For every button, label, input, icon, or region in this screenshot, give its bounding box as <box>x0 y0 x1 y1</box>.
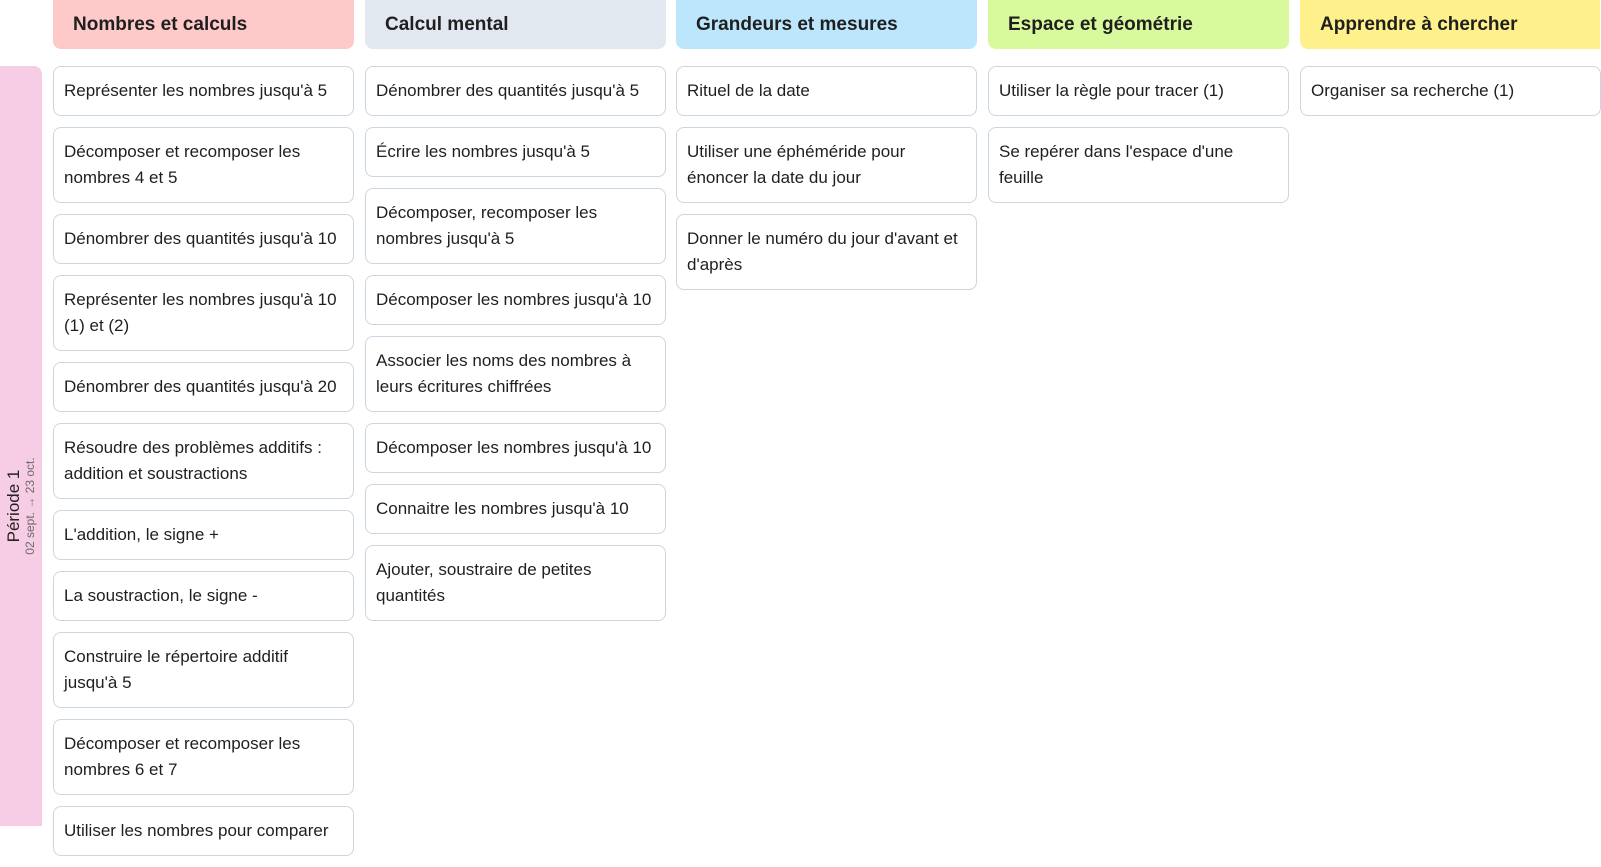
column-calcul-mental <box>365 66 666 632</box>
lesson-card[interactable]: Construire le répertoire additif jusqu'à 5 <box>53 632 354 708</box>
lesson-card[interactable]: Donner le numéro du jour d'avant et d'après <box>676 214 977 290</box>
lesson-card[interactable]: Connaitre les nombres jusqu'à 10 <box>365 484 666 534</box>
lesson-card[interactable]: Utiliser les nombres pour comparer <box>53 806 354 856</box>
lesson-card[interactable]: Résoudre des problèmes additifs : addition et soustractions <box>53 423 354 499</box>
lesson-card[interactable]: Représenter les nombres jusqu'à 10 (1) et (2) <box>53 275 354 351</box>
lesson-card[interactable]: Se repérer dans l'espace d'une feuille <box>988 127 1289 203</box>
lesson-card[interactable]: Dénombrer des quantités jusqu'à 5 <box>365 66 666 116</box>
lesson-card[interactable]: Ajouter, soustraire de petites quantités <box>365 545 666 621</box>
lesson-card[interactable]: Décomposer et recomposer les nombres 6 et 7 <box>53 719 354 795</box>
column-header-nombres-et-calculs[interactable]: Nombres et calculs <box>53 0 354 49</box>
column-header-apprendre-a-chercher[interactable]: Apprendre à chercher <box>1300 0 1600 49</box>
period-band[interactable] <box>0 66 42 826</box>
column-espace-et-geometrie <box>988 66 1289 214</box>
lesson-card[interactable]: Dénombrer des quantités jusqu'à 20 <box>53 362 354 412</box>
lesson-card[interactable]: Écrire les nombres jusqu'à 5 <box>365 127 666 177</box>
period-dates: 02 sept. → 23 oct. <box>22 457 37 555</box>
lesson-card[interactable]: Utiliser une éphéméride pour énoncer la date du jour <box>676 127 977 203</box>
period-name: Période 1 <box>4 469 24 543</box>
column-grandeurs-et-mesures <box>676 66 977 301</box>
lesson-card[interactable]: Décomposer les nombres jusqu'à 10 <box>365 423 666 473</box>
lesson-card[interactable]: L'addition, le signe + <box>53 510 354 560</box>
lesson-card[interactable]: La soustraction, le signe - <box>53 571 354 621</box>
column-headers <box>0 0 1600 50</box>
column-header-grandeurs-et-mesures[interactable]: Grandeurs et mesures <box>676 0 977 49</box>
lesson-card[interactable]: Décomposer, recomposer les nombres jusqu'à 5 <box>365 188 666 264</box>
column-header-espace-et-geometrie[interactable]: Espace et géométrie <box>988 0 1289 49</box>
lesson-card[interactable]: Organiser sa recherche (1) <box>1300 66 1601 116</box>
lesson-card[interactable]: Décomposer les nombres jusqu'à 10 <box>365 275 666 325</box>
lesson-card[interactable]: Décomposer et recomposer les nombres 4 et 5 <box>53 127 354 203</box>
period-label <box>5 457 37 554</box>
lesson-card[interactable]: Utiliser la règle pour tracer (1) <box>988 66 1289 116</box>
lesson-card[interactable]: Associer les noms des nombres à leurs écritures chiffrées <box>365 336 666 412</box>
column-nombres-et-calculs <box>53 66 354 867</box>
lesson-card[interactable]: Rituel de la date <box>676 66 977 116</box>
lesson-card[interactable]: Représenter les nombres jusqu'à 5 <box>53 66 354 116</box>
column-header-calcul-mental[interactable]: Calcul mental <box>365 0 666 49</box>
column-apprendre-a-chercher <box>1300 66 1601 127</box>
lesson-card[interactable]: Dénombrer des quantités jusqu'à 10 <box>53 214 354 264</box>
